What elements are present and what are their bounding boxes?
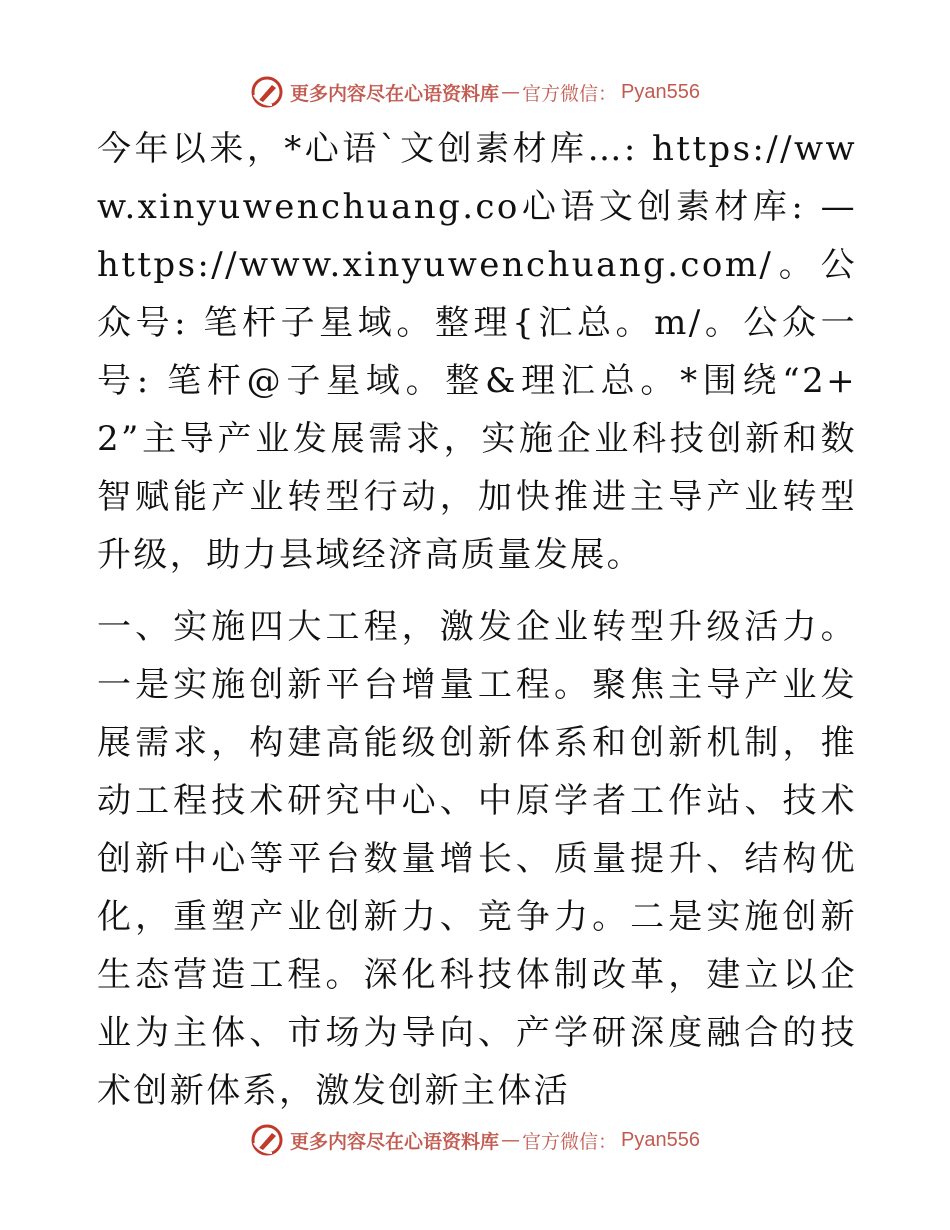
watermark-dash: — bbox=[501, 81, 521, 103]
watermark-official-label: 官方微信： bbox=[522, 82, 618, 105]
watermark-official-label: 官方微信： bbox=[522, 1130, 618, 1153]
pen-logo-icon bbox=[250, 75, 284, 109]
watermark-wechat-id: Pyan556 bbox=[621, 80, 700, 103]
watermark-dash: — bbox=[501, 1129, 521, 1151]
body-paragraph-2: 一、实施四大工程，激发企业转型升级活力。一是实施创新平台增量工程。聚焦主导产业发展需求，构建高能级创新体系和创新机制，推动工程技术研究中心、中原学者工作站、技术创新中心等平台数量增长、质量提升、结构优化，重塑产业创新力、竞争力。二是实施创新生态营造工程。深化科技体制改革，建立以企业为主体、市场为导向、产学研深度融合的技术创新体系，激发创新主体活 bbox=[97, 607, 857, 1111]
watermark-brand-text: 更多内容尽在心语资料库 bbox=[290, 82, 500, 105]
body-paragraph-1: 今年以来，*心语`文创素材库…: https://www.xinyuwenchuang.co心语文创素材库: —https://www.xinyuwenchuang.com/。公众号: 笔杆子星域。整理{汇总。m/。公众一号: 笔杆@子星域。整&理汇总。*围绕“2+2”主导产业发展需求，实施企业科技创新和数智赋能产业转型行动，加快推进主导产业转型升级，助力县域经济高质量发展。 bbox=[97, 129, 857, 575]
watermark-brand-text: 更多内容尽在心语资料库 bbox=[290, 1130, 500, 1153]
document-body bbox=[97, 120, 857, 1120]
watermark-wechat-id: Pyan556 bbox=[621, 1128, 700, 1151]
footer-watermark bbox=[0, 1120, 950, 1160]
pen-logo-icon bbox=[250, 1123, 284, 1157]
header-watermark bbox=[0, 72, 950, 112]
